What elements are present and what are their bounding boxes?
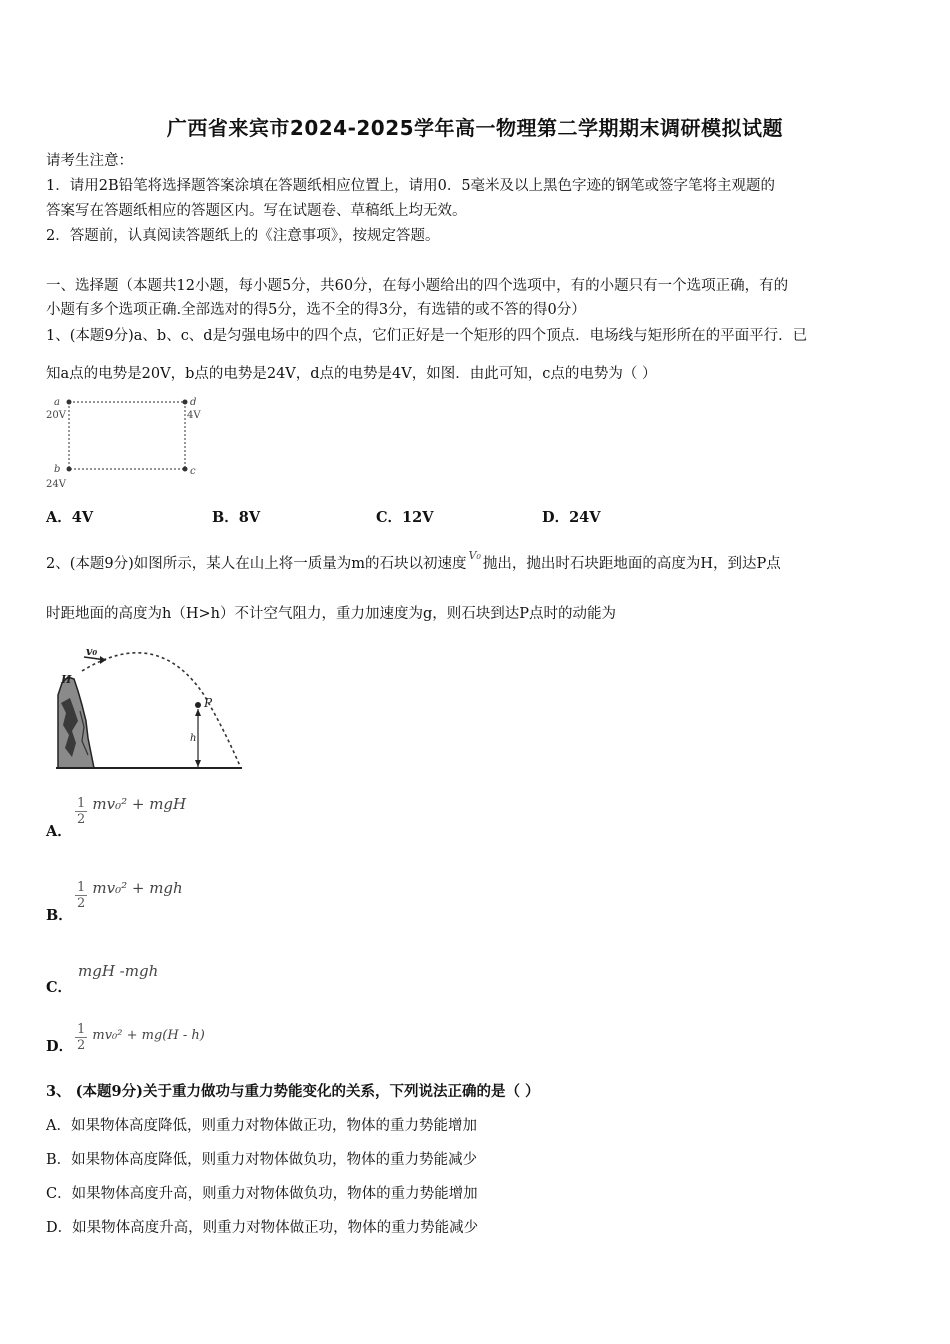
q2-v0-symbol: V₀: [468, 549, 481, 562]
q2-option-a-label: A．: [46, 823, 72, 840]
q2-stem-line-2: 时距地面的高度为h（H>h）不计空气阻力，重力加速度为g，则石块到达P点时的动能为: [46, 606, 617, 622]
value-b: 24V: [46, 479, 66, 490]
q1-stem-line-2: 知a点的电势是20V，b点的电势是24V，d点的电势是4V，如图．由此可知，c点的电势为（ ）: [46, 366, 657, 382]
P-label: P: [204, 696, 213, 710]
q2-stem-part-2: 抛出，抛出时石块距地面的高度为H，到达P点: [482, 556, 781, 572]
q1-option-d: D．24V: [542, 509, 601, 526]
page-title: 广西省来宾市2024-2025学年高一物理第二学期期末调研模拟试题: [166, 116, 784, 140]
fraction-half: $\frac{1}{2}$: [77, 796, 86, 827]
height-arrow-down: [195, 760, 201, 767]
q3-option-b: B．如果物体高度降低，则重力对物体做负功，物体的重力势能减少: [46, 1152, 478, 1168]
height-arrow-up: [195, 709, 201, 716]
q1-option-a: A．4V: [46, 509, 94, 526]
q3-option-c: C．如果物体高度升高，则重力对物体做负功，物体的重力势能增加: [46, 1186, 478, 1202]
label-b: b: [54, 464, 61, 475]
q3-stem: 3、 (本题9分)关于重力做功与重力势能变化的关系，下列说法正确的是（ ）: [46, 1083, 540, 1100]
q2-option-c-formula: mgH -mgh: [78, 962, 159, 980]
notice-line-3: 2．答题前，认真阅读答题纸上的《注意事项》，按规定答题。: [46, 228, 440, 244]
point-a: [67, 400, 72, 405]
q2-stem-part-1: 2、(本题9分)如图所示，某人在山上将一质量为m的石块以初速度: [46, 556, 467, 572]
q1-stem-line-1: 1、(本题9分)a、b、c、d是匀强电场中的四个点，它们正好是一个矩形的四个顶点．电场线与矩形所在的平面平行．已: [46, 328, 808, 344]
rectangle-field-figure: [44, 394, 214, 494]
q2-stem-line-1: [46, 549, 781, 575]
dashed-rectangle: [69, 402, 185, 469]
point-b: [67, 467, 72, 472]
q2-option-c-label: C．: [46, 979, 73, 996]
q3-option-a: A．如果物体高度降低，则重力对物体做正功，物体的重力势能增加: [46, 1118, 477, 1134]
v0-label: v₀: [86, 645, 98, 658]
label-a: a: [54, 397, 60, 408]
section-intro-line-1: 一、选择题（本题共12小题，每小题5分，共60分，在每小题给出的四个选项中，有的小题只有一个选项正确，有的: [46, 278, 789, 294]
q3-option-d: D．如果物体高度升高，则重力对物体做正功，物体的重力势能减少: [46, 1220, 479, 1236]
q1-option-b: B．8V: [212, 509, 261, 526]
value-d: 4V: [187, 410, 201, 421]
fraction-half: $\frac{1}{2}$: [77, 1022, 86, 1053]
notice-line-2: 答案写在答题纸相应的答题区内。写在试题卷、草稿纸上均无效。: [46, 203, 467, 219]
q2-option-d-formula: $\frac{1}{2}$ mv₀² + mg(H - h): [77, 1022, 205, 1053]
q1-option-c: C．12V: [376, 509, 434, 526]
notice-line-1: 1．请用2B铅笔将选择题答案涂填在答题纸相应位置上，请用0．5毫米及以上黑色字迹的钢笔或签字笔将主观题的: [46, 178, 776, 194]
point-d: [183, 400, 188, 405]
q2-option-b-label: B．: [46, 907, 73, 924]
q2-option-a-formula: $\frac{1}{2}$ mv₀² + mgH: [77, 794, 187, 827]
q2-option-b-formula: $\frac{1}{2}$ mv₀² + mgh: [77, 878, 183, 911]
label-c: c: [190, 466, 196, 477]
q2-option-d-label: D．: [46, 1038, 74, 1055]
velocity-arrowhead: [100, 656, 106, 664]
point-c: [183, 467, 188, 472]
label-d: d: [190, 397, 197, 408]
point-P: [195, 702, 201, 708]
h-label: h: [190, 733, 197, 744]
projectile-figure: [52, 643, 252, 775]
trajectory-path: [82, 653, 240, 766]
value-a: 20V: [46, 410, 66, 421]
H-label: H: [61, 673, 72, 686]
fraction-half: $\frac{1}{2}$: [77, 880, 86, 911]
section-intro-line-2: 小题有多个选项正确.全部选对的得5分，选不全的得3分，有选错的或不答的得0分）: [46, 302, 586, 318]
notice-heading: 请考生注意：: [46, 153, 133, 169]
